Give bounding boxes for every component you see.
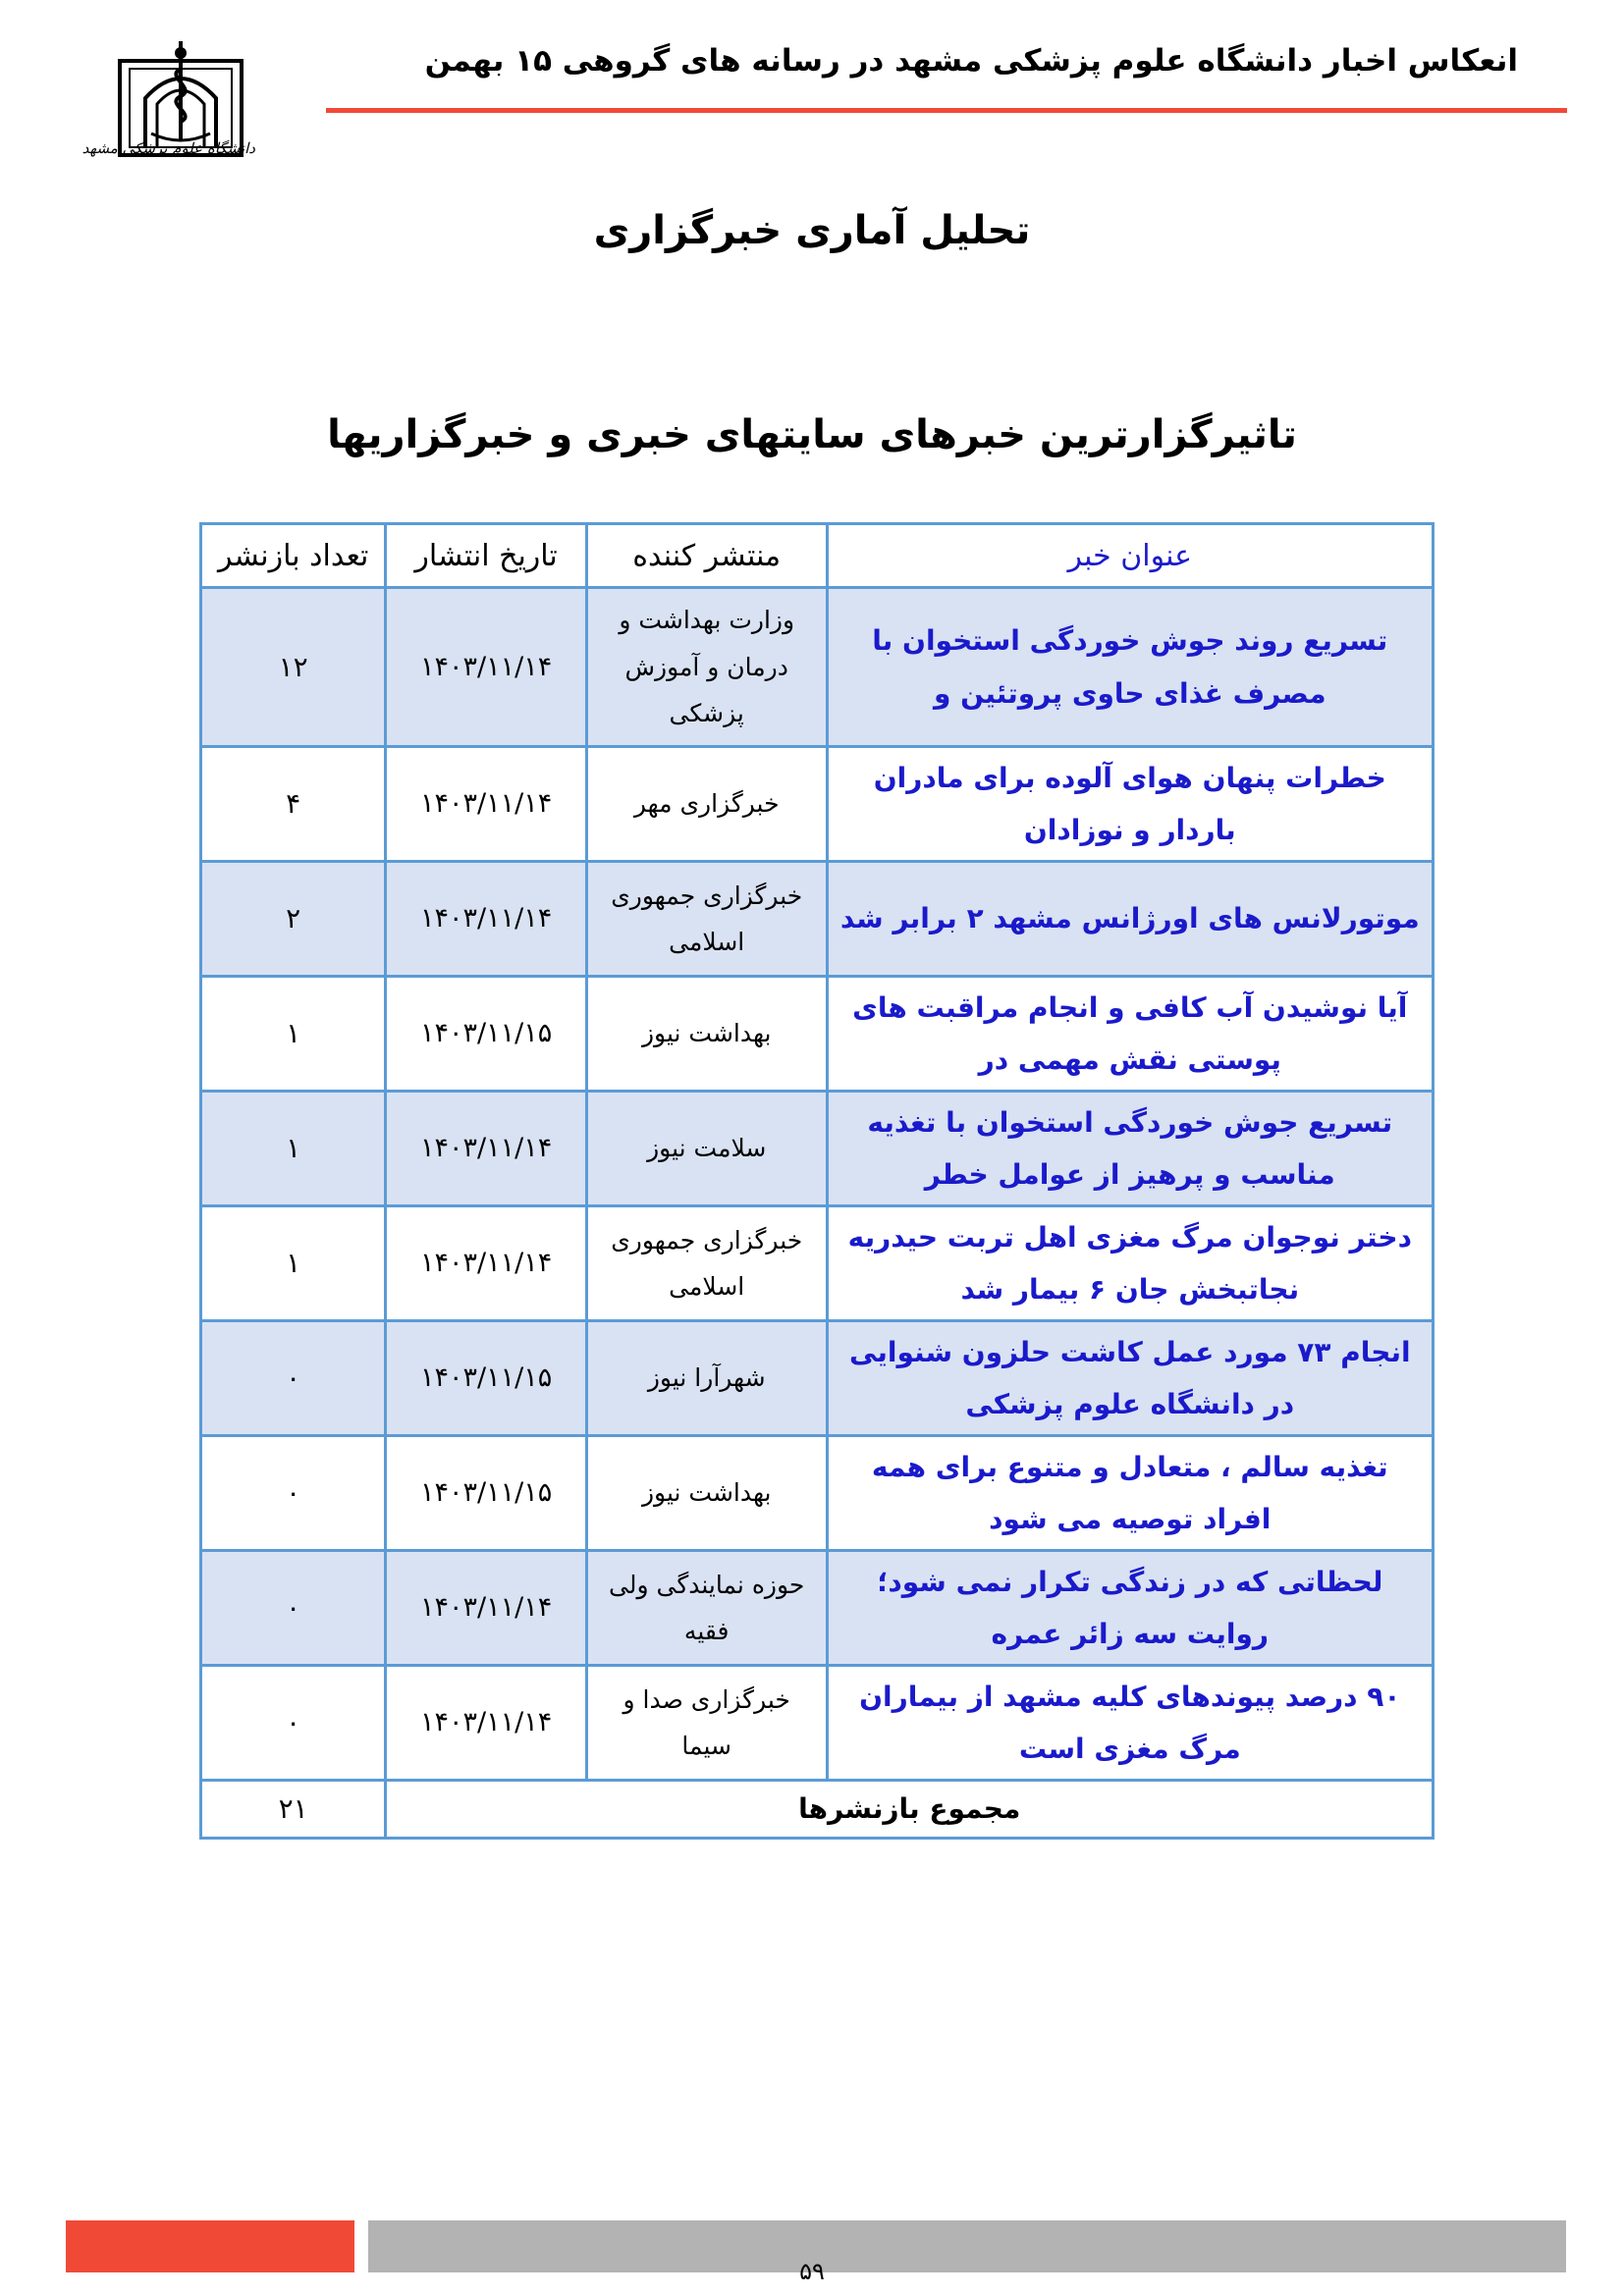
- table-row: [201, 747, 1434, 862]
- republish-count: ۴: [201, 747, 386, 862]
- news-title-link[interactable]: انجام ۷۳ مورد عمل کاشت حلزون شنوایی در دانشگاه علوم پزشکی: [827, 1321, 1433, 1436]
- news-title-link[interactable]: خطرات پنهان هوای آلوده برای مادران باردار و نوزادان: [827, 747, 1433, 862]
- publish-date: ۱۴۰۳/۱۱/۱۴: [386, 747, 586, 862]
- publisher: شهرآرا نیوز: [586, 1321, 827, 1436]
- table-row: [201, 862, 1434, 977]
- publish-date: ۱۴۰۳/۱۱/۱۵: [386, 1321, 586, 1436]
- publish-date: ۱۴۰۳/۱۱/۱۴: [386, 1206, 586, 1321]
- total-value: ۲۱: [201, 1781, 386, 1839]
- news-title-link[interactable]: لحظاتی که در زندگی تکرار نمی شود؛ روایت سه زائر عمره: [827, 1551, 1433, 1666]
- publisher: بهداشت نیوز: [586, 1436, 827, 1551]
- news-title-link[interactable]: آیا نوشیدن آب کافی و انجام مراقبت های پوستی نقش مهمی در: [827, 977, 1433, 1092]
- table-header-row: [201, 524, 1434, 588]
- header-title-col: عنوان خبر: [827, 524, 1433, 588]
- republish-count: ۱: [201, 977, 386, 1092]
- news-title-link[interactable]: تسریع جوش خوردگی استخوان با تغذیه مناسب و پرهیز از عوامل خطر: [827, 1092, 1433, 1206]
- news-title-link[interactable]: تسریع روند جوش خوردگی استخوان با مصرف غذای حاوی پروتئین و: [827, 588, 1433, 747]
- publish-date: ۱۴۰۳/۱۱/۱۴: [386, 1666, 586, 1781]
- table-row: [201, 1551, 1434, 1666]
- publisher: خبرگزاری جمهوری اسلامی: [586, 862, 827, 977]
- publisher: خبرگزاری جمهوری اسلامی: [586, 1206, 827, 1321]
- table-row: [201, 588, 1434, 747]
- table-row: [201, 1666, 1434, 1781]
- publisher: وزارت بهداشت و درمان و آموزش پزشکی: [586, 588, 827, 747]
- header-count-col: تعداد بازنشر: [201, 524, 386, 588]
- table-row: [201, 1321, 1434, 1436]
- publisher: خبرگزاری مهر: [586, 747, 827, 862]
- header-publisher-col: منتشر کننده: [586, 524, 827, 588]
- news-table: [199, 522, 1435, 1840]
- republish-count: ۰: [201, 1551, 386, 1666]
- republish-count: ۱: [201, 1206, 386, 1321]
- publish-date: ۱۴۰۳/۱۱/۱۵: [386, 1436, 586, 1551]
- republish-count: ۰: [201, 1321, 386, 1436]
- total-label: مجموع بازنشرها: [386, 1781, 1434, 1839]
- news-title-link[interactable]: ۹۰ درصد پیوندهای کلیه مشهد از بیماران مرگ مغزی است: [827, 1666, 1433, 1781]
- republish-count: ۱۲: [201, 588, 386, 747]
- table-row: [201, 1436, 1434, 1551]
- total-row: [201, 1781, 1434, 1839]
- section-title: تاثیرگزارترین خبرهای سایتهای خبری و خبرگزاریها: [327, 412, 1297, 457]
- table-row: [201, 977, 1434, 1092]
- news-title-link[interactable]: دختر نوجوان مرگ مغزی اهل تربت حیدریه نجاتبخش جان ۶ بیمار شد: [827, 1206, 1433, 1321]
- page-title: تحلیل آماری خبرگزاری: [593, 208, 1031, 253]
- republish-count: ۲: [201, 862, 386, 977]
- publisher: خبرگزاری صدا و سیما: [586, 1666, 827, 1781]
- publish-date: ۱۴۰۳/۱۱/۱۴: [386, 588, 586, 747]
- header-title: انعکاس اخبار دانشگاه علوم پزشکی مشهد در رسانه های گروهی ۱۵ بهمن: [424, 43, 1518, 79]
- publisher: حوزه نمایندگی ولی فقیه: [586, 1551, 827, 1666]
- republish-count: ۰: [201, 1436, 386, 1551]
- publisher: سلامت نیوز: [586, 1092, 827, 1206]
- republish-count: ۰: [201, 1666, 386, 1781]
- header-divider: [326, 108, 1567, 113]
- publish-date: ۱۴۰۳/۱۱/۱۴: [386, 1551, 586, 1666]
- table-row: [201, 1206, 1434, 1321]
- page-number: ۵۹: [799, 2258, 825, 2285]
- table-row: [201, 1092, 1434, 1206]
- publish-date: ۱۴۰۳/۱۱/۱۴: [386, 1092, 586, 1206]
- news-title-link[interactable]: تغذیه سالم ، متعادل و متنوع برای همه افراد توصیه می شود: [827, 1436, 1433, 1551]
- republish-count: ۱: [201, 1092, 386, 1206]
- header-date-col: تاریخ انتشار: [386, 524, 586, 588]
- publisher: بهداشت نیوز: [586, 977, 827, 1092]
- logo-caption: دانشگاه علوم پزشکی مشهد: [81, 139, 255, 157]
- publish-date: ۱۴۰۳/۱۱/۱۵: [386, 977, 586, 1092]
- news-title-link[interactable]: موتورلانس های اورژانس مشهد ۲ برابر شد: [827, 862, 1433, 977]
- publish-date: ۱۴۰۳/۱۱/۱۴: [386, 862, 586, 977]
